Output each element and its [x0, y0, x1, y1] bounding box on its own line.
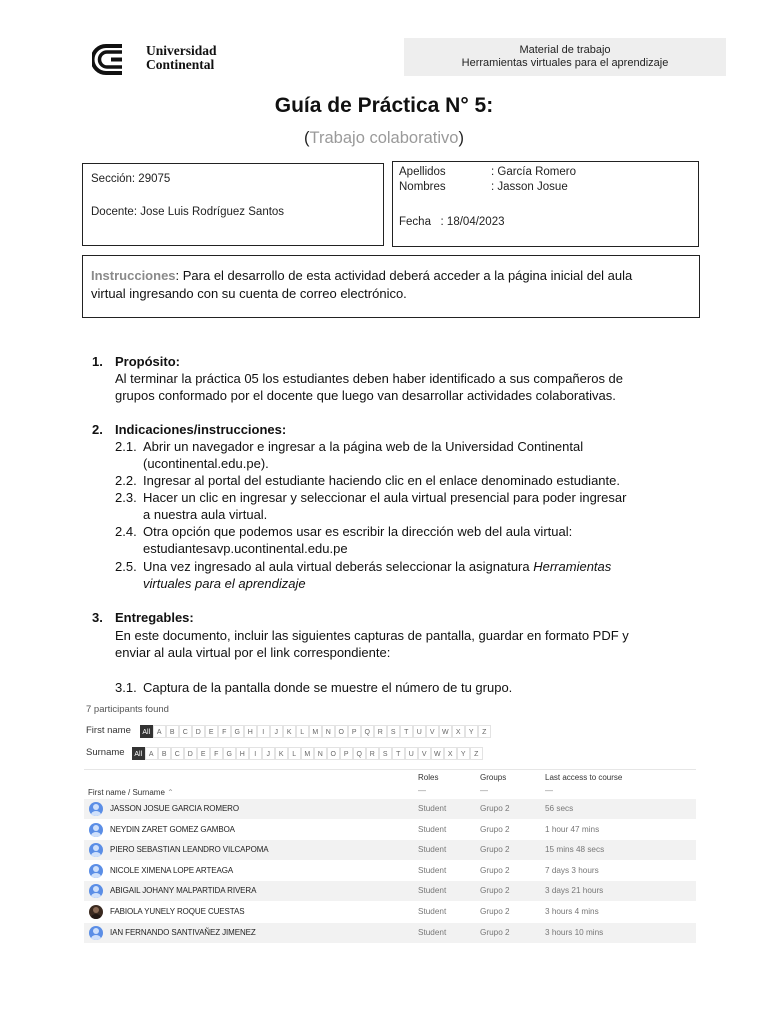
header-course-box	[404, 38, 726, 76]
section2-number: 2.	[92, 422, 103, 437]
section1-number: 1.	[92, 354, 103, 369]
page-subtitle	[0, 129, 768, 148]
table-row	[84, 861, 696, 881]
filter-letter-button[interactable]: I	[257, 725, 270, 738]
section3-number: 3.	[92, 610, 103, 625]
filter-letter-button[interactable]: C	[171, 747, 184, 760]
instructions-line2: virtual ingresando con su cuenta de correo electrónico.	[91, 286, 407, 301]
section-info-box	[82, 163, 384, 246]
section2-title: Indicaciones/instrucciones:	[115, 422, 287, 437]
header-box-line2: Herramientas virtuales para el aprendizaje	[461, 57, 669, 69]
item-2-3-line1: Hacer un clic en ingresar y seleccionar el aula virtual presencial para poder ingresar	[143, 490, 627, 505]
participant-group: Grupo 2	[480, 824, 510, 834]
filter-letter-button[interactable]: F	[210, 747, 223, 760]
filter-letter-button[interactable]: H	[244, 725, 257, 738]
item-2-2-number: 2.2.	[115, 473, 137, 488]
participants-screenshot	[84, 700, 710, 946]
subtitle-close: )	[458, 129, 464, 147]
participant-name[interactable]: NICOLE XIMENA LOPE ARTEAGA	[110, 865, 234, 875]
item-2-5-line1	[143, 558, 611, 575]
nombres-value: : Jasson Josue	[491, 181, 568, 193]
logo-line2: Continental	[146, 57, 215, 72]
instructions-label: Instrucciones	[91, 268, 176, 283]
apellidos-value: : García Romero	[491, 166, 576, 178]
filter-all-button[interactable]: All	[132, 747, 145, 760]
item-2-1-line1: Abrir un navegador e ingresar a la página web de la Universidad Continental	[143, 439, 584, 454]
filter-letter-button[interactable]: M	[301, 747, 314, 760]
filter-letter-button[interactable]: M	[309, 725, 322, 738]
col-groups-header[interactable]: Groups	[480, 773, 507, 782]
col-last-access-header[interactable]: Last access to course	[545, 773, 623, 782]
participant-name[interactable]: JASSON JOSUE GARCIA ROMERO	[110, 804, 239, 813]
filter-letter-button[interactable]: N	[322, 725, 335, 738]
participant-group: Grupo 2	[480, 804, 510, 813]
participant-last-access: 15 mins 48 secs	[545, 845, 605, 855]
filter-letter-button[interactable]: Z	[478, 725, 491, 738]
participant-last-access: 56 secs	[545, 804, 574, 813]
filter-letter-button[interactable]: G	[231, 725, 244, 738]
filter-letter-button[interactable]: D	[192, 725, 205, 738]
participants-count: 7 participants found	[86, 704, 169, 715]
logo-line1: Universidad	[146, 43, 217, 58]
filter-letter-button[interactable]: B	[166, 725, 179, 738]
filter-letter-button[interactable]: Q	[361, 725, 374, 738]
participant-role: Student	[418, 804, 447, 813]
filter-letter-button[interactable]: E	[205, 725, 218, 738]
item-2-1-number: 2.1.	[115, 439, 137, 454]
participants-table-body	[84, 799, 696, 943]
filter-letter-button[interactable]: S	[379, 747, 392, 760]
item-2-5-italic: Herramientas	[533, 559, 612, 574]
seccion-text: Sección: 29075	[91, 173, 171, 185]
filter-letter-button[interactable]: Z	[470, 747, 483, 760]
avatar-icon[interactable]	[89, 823, 103, 837]
surname-filter-label: Surname	[86, 747, 125, 758]
participant-role: Student	[418, 886, 447, 896]
participant-role: Student	[418, 824, 447, 834]
filter-letter-button[interactable]: K	[283, 725, 296, 738]
filter-letter-button[interactable]: D	[184, 747, 197, 760]
subtitle-text: Trabajo colaborativo	[309, 129, 459, 147]
filter-letter-button[interactable]: Q	[353, 747, 366, 760]
filter-letter-button[interactable]: A	[153, 725, 166, 738]
filter-letter-button[interactable]: O	[327, 747, 340, 760]
filter-letter-button[interactable]: O	[335, 725, 348, 738]
filter-letter-button[interactable]: U	[413, 725, 426, 738]
item-2-5-line2: virtuales para el aprendizaje	[143, 576, 306, 591]
filter-letter-button[interactable]: L	[288, 747, 301, 760]
item-2-3-line2: a nuestra aula virtual.	[143, 507, 268, 522]
participant-role: Student	[418, 845, 447, 855]
filter-letter-button[interactable]: X	[452, 725, 465, 738]
filter-letter-button[interactable]: T	[400, 725, 413, 738]
student-info-box	[392, 161, 699, 247]
section3-line2: enviar al aula virtual por el link correspondiente:	[115, 645, 391, 660]
filter-letter-button[interactable]: U	[405, 747, 418, 760]
filter-letter-button[interactable]: W	[431, 747, 444, 760]
table-row	[84, 820, 696, 840]
participant-name[interactable]: NEYDIN ZARET GOMEZ GAMBOA	[110, 824, 235, 834]
firstname-filter-label: First name	[86, 725, 131, 736]
filter-all-button[interactable]: All	[140, 725, 153, 738]
item-2-5-number: 2.5.	[115, 559, 137, 574]
nombres-label: Nombres	[399, 181, 446, 193]
filter-letter-button[interactable]: P	[340, 747, 353, 760]
item-2-5-text: Una vez ingresado al aula virtual deberás seleccionar la asignatura	[143, 559, 534, 574]
participant-name[interactable]: ABIGAIL JOHANY MALPARTIDA RIVERA	[110, 886, 257, 896]
participant-last-access: 7 days 3 hours	[545, 865, 599, 875]
item-3-1-text: Captura de la pantalla donde se muestre el número de tu grupo.	[143, 680, 513, 695]
university-logo-icon	[92, 43, 136, 76]
filter-letter-button[interactable]: C	[179, 725, 192, 738]
item-2-4-line2: estudiantesavp.ucontinental.edu.pe	[143, 541, 348, 556]
groups-collapse[interactable]: —	[480, 786, 488, 795]
participant-group: Grupo 2	[480, 845, 510, 855]
participant-role: Student	[418, 865, 447, 875]
filter-letter-button[interactable]: T	[392, 747, 405, 760]
section3-line1: En este documento, incluir las siguientes capturas de pantalla, guardar en formato PDF y	[115, 628, 629, 643]
filter-letter-button[interactable]: V	[426, 725, 439, 738]
section1-line2: grupos conformado por el docente que luego van desarrollar actividades colaborativas.	[115, 388, 616, 403]
participant-group: Grupo 2	[480, 865, 510, 875]
instructions-text: : Para el desarrollo de esta actividad deberá acceder a la página inicial del aula	[175, 268, 633, 283]
filter-letter-button[interactable]: G	[223, 747, 236, 760]
item-2-1-line2: (ucontinental.edu.pe).	[143, 456, 269, 471]
participant-group: Grupo 2	[480, 907, 510, 916]
subtitle-open: (	[304, 129, 310, 147]
table-row	[84, 923, 696, 943]
table-row	[84, 881, 696, 901]
filter-letter-button[interactable]: W	[439, 725, 452, 738]
filter-letter-button[interactable]: E	[197, 747, 210, 760]
header-box-line1: Material de trabajo	[519, 44, 611, 56]
filter-letter-button[interactable]: J	[270, 725, 283, 738]
filter-letter-button[interactable]: I	[249, 747, 262, 760]
filter-letter-button[interactable]: F	[218, 725, 231, 738]
filter-letter-button[interactable]: Y	[457, 747, 470, 760]
participant-name[interactable]: FABIOLA YUNELY ROQUE CUESTAS	[110, 907, 245, 916]
avatar-icon[interactable]	[89, 884, 103, 898]
docente-text: Docente: Jose Luis Rodríguez Santos	[91, 206, 285, 218]
sort-asc-icon: ⌃	[167, 788, 174, 797]
filter-letter-button[interactable]: B	[158, 747, 171, 760]
section1-title: Propósito:	[115, 354, 180, 369]
filter-letter-button[interactable]: H	[236, 747, 249, 760]
fecha-text: Fecha : 18/04/2023	[399, 216, 505, 228]
table-top-divider	[84, 769, 696, 770]
col-name-label: First name / Surname	[88, 788, 165, 797]
table-row	[84, 902, 696, 922]
roles-collapse[interactable]: —	[418, 786, 426, 795]
instructions-line1	[91, 267, 695, 284]
avatar-icon[interactable]	[89, 843, 103, 857]
section3-title: Entregables:	[115, 610, 194, 625]
apellidos-label: Apellidos	[399, 166, 446, 178]
instructions-box	[82, 255, 700, 318]
item-2-3-number: 2.3.	[115, 490, 137, 505]
col-roles-header[interactable]: Roles	[418, 773, 439, 782]
filter-letter-button[interactable]: Y	[465, 725, 478, 738]
col-name-header[interactable]	[88, 788, 174, 797]
filter-letter-button[interactable]: N	[314, 747, 327, 760]
participant-last-access: 1 hour 47 mins	[545, 824, 600, 834]
university-logo-text	[146, 44, 217, 72]
participant-name[interactable]: IAN FERNANDO SANTIVAÑEZ JIMENEZ	[110, 927, 256, 937]
item-2-4-line1: Otra opción que podemos usar es escribir la dirección web del aula virtual:	[143, 524, 573, 539]
avatar-icon[interactable]	[89, 926, 103, 940]
participant-name[interactable]: PIERO SEBASTIAN LEANDRO VILCAPOMA	[110, 845, 269, 855]
filter-letter-button[interactable]: L	[296, 725, 309, 738]
participant-group: Grupo 2	[480, 886, 510, 896]
table-row	[84, 799, 696, 819]
item-2-4-number: 2.4.	[115, 524, 137, 539]
filter-letter-button[interactable]: V	[418, 747, 431, 760]
participant-last-access: 3 hours 10 mins	[545, 927, 604, 937]
filter-letter-button[interactable]: P	[348, 725, 361, 738]
filter-letter-button[interactable]: S	[387, 725, 400, 738]
filter-letter-button[interactable]: J	[262, 747, 275, 760]
participant-last-access: 3 days 21 hours	[545, 886, 604, 896]
page-title: Guía de Práctica N° 5:	[274, 94, 494, 117]
filter-letter-button[interactable]: R	[366, 747, 379, 760]
item-3-1-number: 3.1.	[115, 680, 137, 695]
participant-last-access: 3 hours 4 mins	[545, 907, 599, 916]
section1-line1: Al terminar la práctica 05 los estudiantes deben haber identificado a sus compañeros de	[115, 371, 624, 386]
filter-letter-button[interactable]: K	[275, 747, 288, 760]
surname-filter-letters	[132, 747, 483, 760]
table-row	[84, 840, 696, 860]
filter-letter-button[interactable]: R	[374, 725, 387, 738]
avatar-icon[interactable]	[89, 802, 103, 816]
participant-group: Grupo 2	[480, 927, 510, 937]
firstname-filter-letters	[140, 725, 491, 738]
filter-letter-button[interactable]: X	[444, 747, 457, 760]
participant-role: Student	[418, 907, 447, 916]
filter-letter-button[interactable]: A	[145, 747, 158, 760]
item-2-2-line1: Ingresar al portal del estudiante haciendo clic en el enlace denominado estudiante.	[143, 473, 620, 488]
avatar-icon[interactable]	[89, 864, 103, 878]
participant-role: Student	[418, 927, 447, 937]
avatar-icon[interactable]	[89, 905, 103, 919]
last-access-collapse[interactable]: —	[545, 786, 553, 795]
